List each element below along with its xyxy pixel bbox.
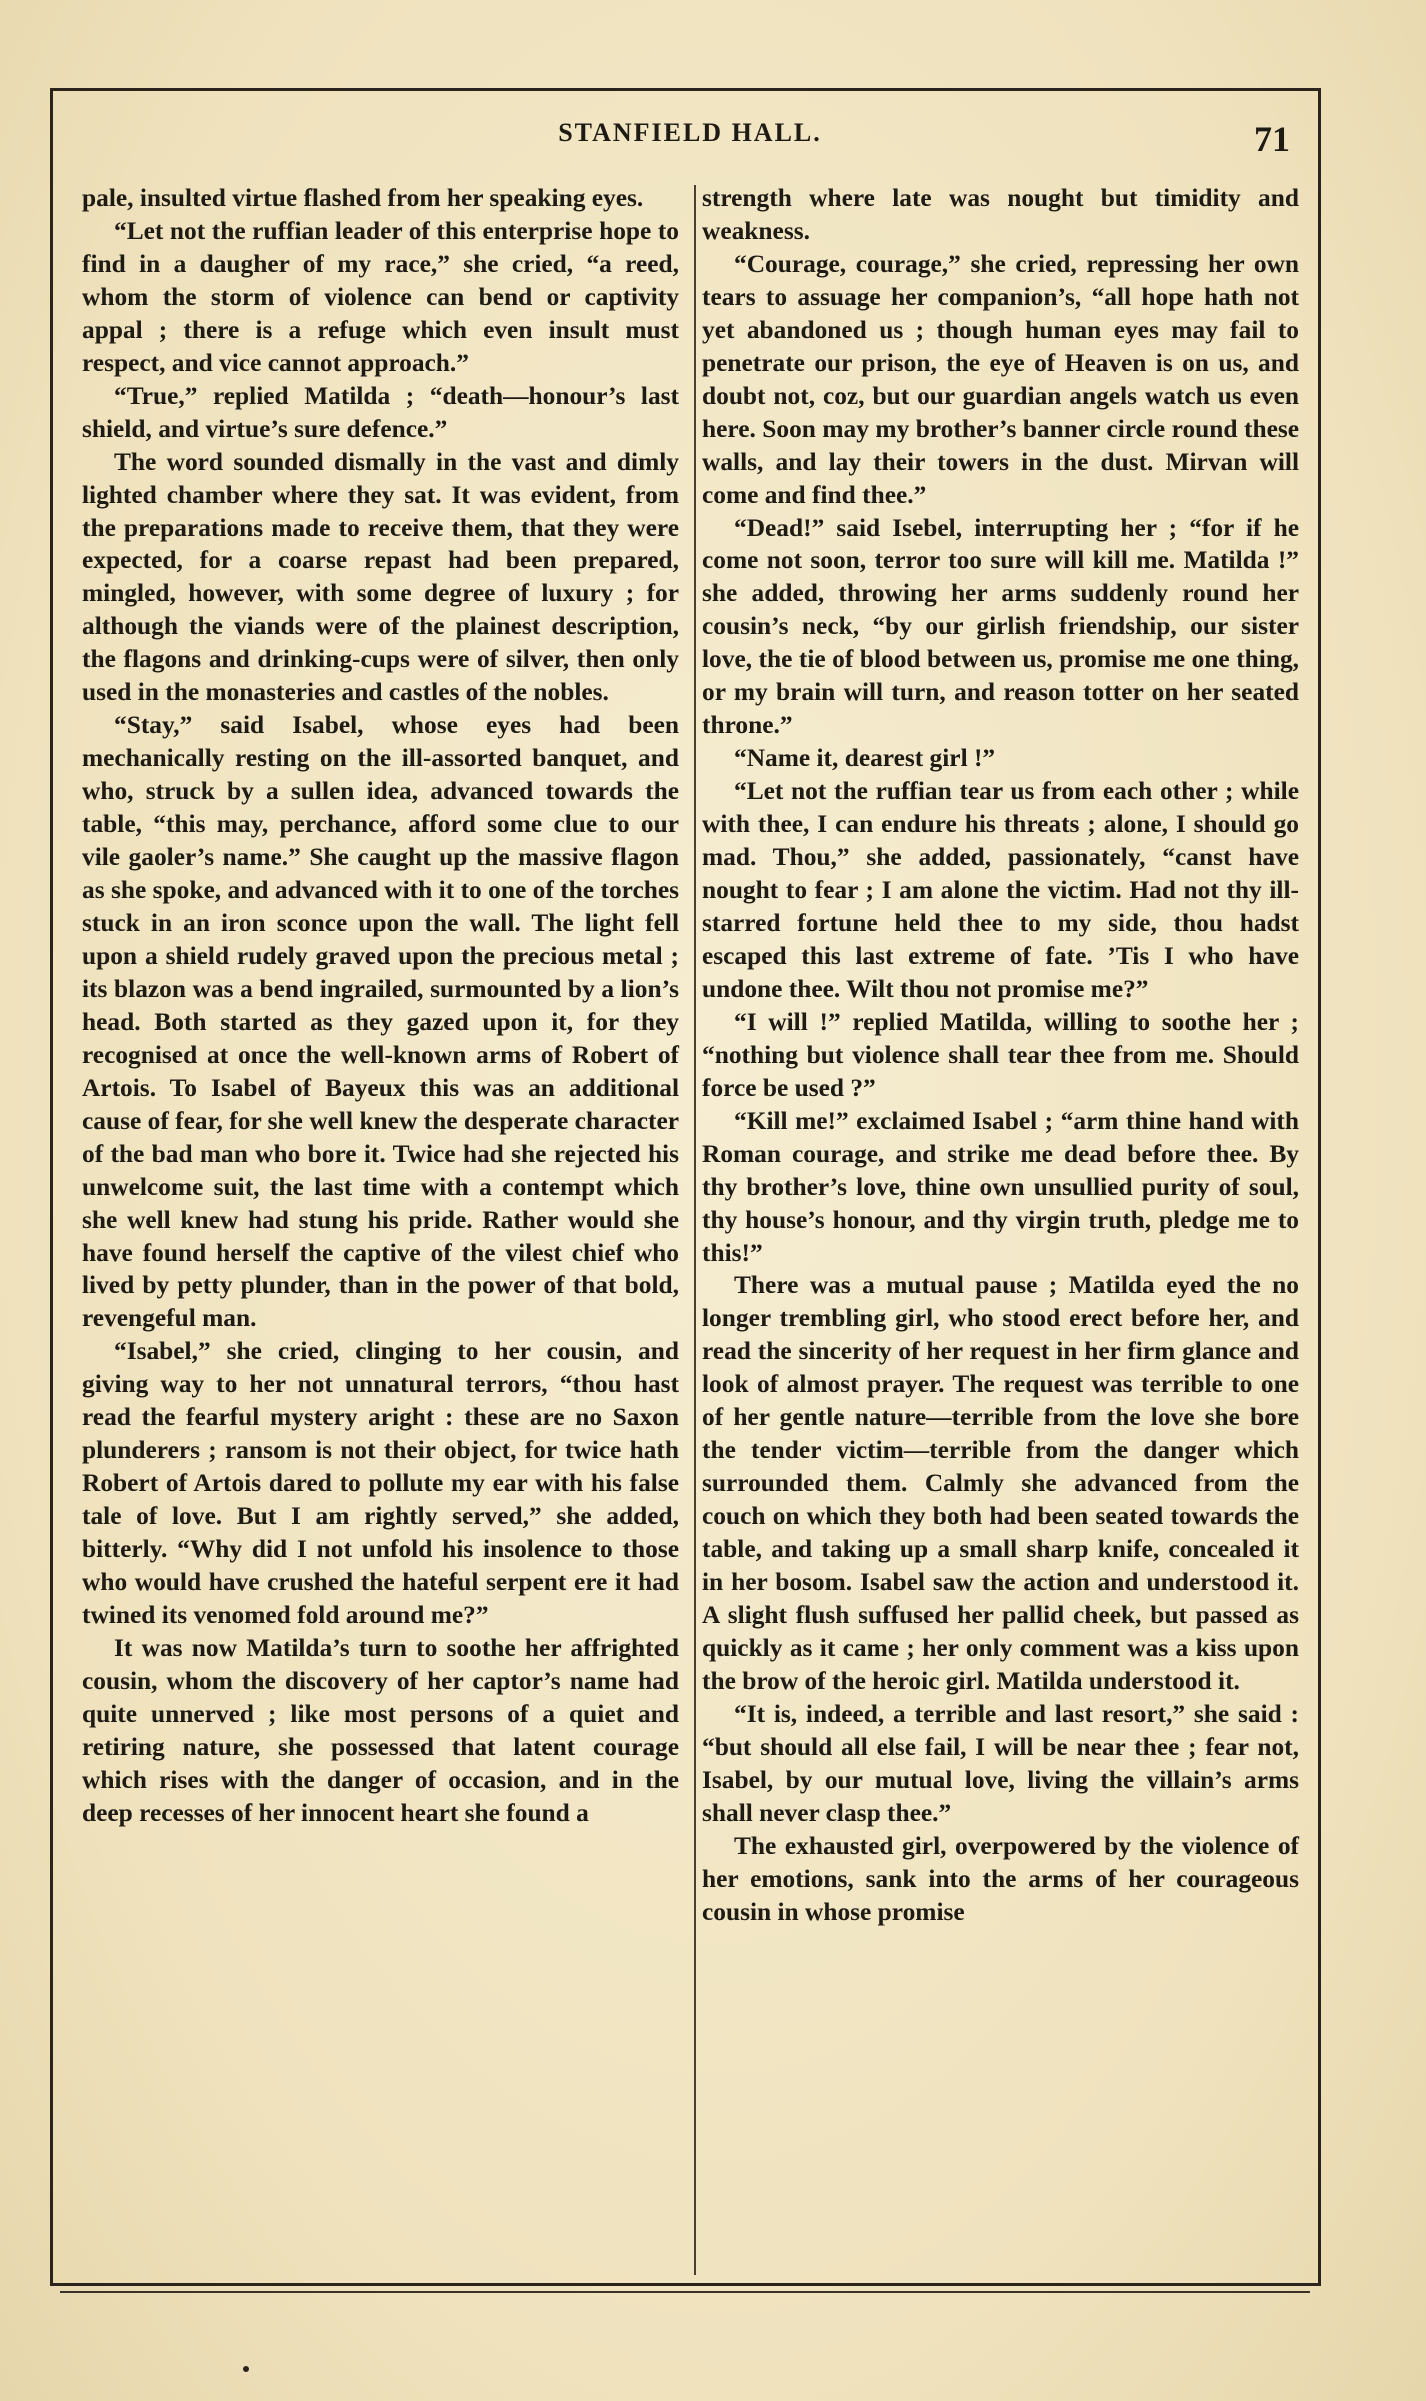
paragraph: “Kill me!” exclaimed Isabel ; “arm thine hand with Roman courage, and strike me dead before thee. By thy brother’s love, thine own unsullied purity of soul, thy house’s honour, and thy virgin truth, pledge me to this!” — [702, 1106, 1299, 1267]
paragraph: “Isabel,” she cried, clinging to her cousin, and giving way to her not unnatural terrors, “thou hast read the fearful mystery aright : these are no Saxon plunderers ; ransom is not their object, for twice hath Robert of Artois dared to pollute my ear with his false tale of love. But I am rightly served,” she added, bitterly. “Why did I not unfold his insolence to those who would have crushed the hateful serpent ere it had twined its venomed fold around me?” — [82, 1337, 679, 1629]
paragraph: “Stay,” said Isabel, whose eyes had been mechanically resting on the ill-assorted banquet, and who, struck by a sullen idea, advanced towards the table, “this may, perchance, afford some clue to our vile gaoler’s name.” She caught up the massive flagon as she spoke, and advanced with it to one of the torches stuck in an iron sconce upon the wall. The light fell upon a shield rudely graved upon the precious metal ; its blazon was a bend ingrailed, surmounted by a lion’s head. Both started as they gazed upon it, for they recognised at once the well-known arms of Robert of Artois. To Isabel of Bayeux this was an additional cause of fear, for she well knew the desperate character of the bad man who bore it. Twice had she rejected his unwelcome suit, the last time with a contempt which she well knew had stung his pride. Rather would she have found herself the captive of the vilest chief who lived by petty plunder, than in the power of that bold, revengeful man. — [82, 711, 679, 1333]
frame-left-rule — [50, 88, 53, 2286]
right-column — [702, 182, 1299, 1929]
frame-bottom-rule-inner — [60, 2291, 1310, 2293]
paragraph: “I will !” replied Matilda, willing to soothe her ; “nothing but violence shall tear thee from me. Should force be used ?” — [702, 1007, 1299, 1102]
paragraph: “True,” replied Matilda ; “death—honour’s last shield, and virtue’s sure defence.” — [82, 381, 679, 443]
paragraph: It was now Matilda’s turn to soothe her affrighted cousin, whom the discovery of her captor’s name had quite unnerved ; like most persons of a quiet and retiring nature, she possessed that latent courage which rises with the danger of occasion, and in the deep recesses of her innocent heart she found a — [82, 1633, 679, 1827]
paragraph: pale, insulted virtue flashed from her speaking eyes. — [82, 184, 644, 212]
frame-bottom-rule — [50, 2283, 1320, 2286]
ink-speck — [243, 2366, 249, 2372]
paragraph: The word sounded dismally in the vast and dimly lighted chamber where they sat. It was evident, from the preparations made to receive them, that they were expected, for a coarse repast had been prepared, mingled, however, with some degree of luxury ; for although the viands were of the plainest description, the flagons and drinking-cups were of silver, then only used in the monasteries and castles of the nobles. — [82, 447, 679, 707]
left-column — [82, 182, 679, 1830]
paragraph: The exhausted girl, overpowered by the violence of her emotions, sank into the arms of her courageous cousin in whose promise — [702, 1831, 1299, 1926]
column-divider — [694, 185, 696, 2275]
paragraph: “Let not the ruffian tear us from each other ; while with thee, I can endure his threats ; alone, I should go mad. Thou,” she added, passionately, “canst have nought to fear ; I am alone the victim. Had not thy ill-starred fortune held thee to my side, thou hadst escaped this last extreme of fate. ’Tis I who have undone thee. Wilt thou not promise me?” — [702, 777, 1299, 1003]
paragraph: “Courage, courage,” she cried, repressing her own tears to assuage her companion’s, “all hope hath not yet abandoned us ; though human eyes may fail to penetrate our prison, the eye of Heaven is on us, and doubt not, coz, but our guardian angels watch us even here. Soon may my brother’s banner circle round these walls, and lay their towers in the dust. Mirvan will come and find thee.” — [702, 249, 1299, 509]
page-number: 71 — [1254, 119, 1290, 159]
paragraph: “Let not the ruffian leader of this enterprise hope to find in a daugher of my race,” she cried, “a reed, whom the storm of violence can bend or captivity appal ; there is a refuge which even insult must respect, and vice cannot approach.” — [82, 216, 679, 377]
paragraph: “Name it, dearest girl !” — [734, 744, 996, 773]
frame-top-rule — [50, 88, 1320, 91]
paragraph: strength where late was nought but timidity and weakness. — [702, 184, 1299, 245]
frame-right-rule — [1318, 88, 1321, 2286]
paragraph: “It is, indeed, a terrible and last resort,” she said : “but should all else fail, I will be near thee ; fear not, Isabel, by our mutual love, living the villain’s arms shall never clasp thee.” — [702, 1699, 1299, 1827]
paragraph: There was a mutual pause ; Matilda eyed the no longer trembling girl, who stood erect before her, and read the sincerity of her request in her firm glance and look of almost prayer. The request was terrible to one of her gentle nature—terrible from the love she bore the tender victim—terrible from the danger which surrounded them. Calmly she advanced from the couch on which they both had been seated towards the table, and taking up a small sharp knife, concealed it in her bosom. Isabel saw the action and understood it. A slight flush suffused her pallid cheek, but passed as quickly as it came ; her only comment was a kiss upon the brow of the heroic girl. Matilda understood it. — [702, 1271, 1299, 1695]
running-title: STANFIELD HALL. — [558, 118, 822, 147]
paragraph: “Dead!” said Isebel, interrupting her ; “for if he come not soon, terror too sure will kill me. Matilda !” she added, throwing her arms suddenly round her cousin’s neck, “by our girlish friendship, our sister love, the tie of blood between us, promise me one thing, or my brain will turn, and reason totter on her seated throne.” — [702, 513, 1299, 740]
